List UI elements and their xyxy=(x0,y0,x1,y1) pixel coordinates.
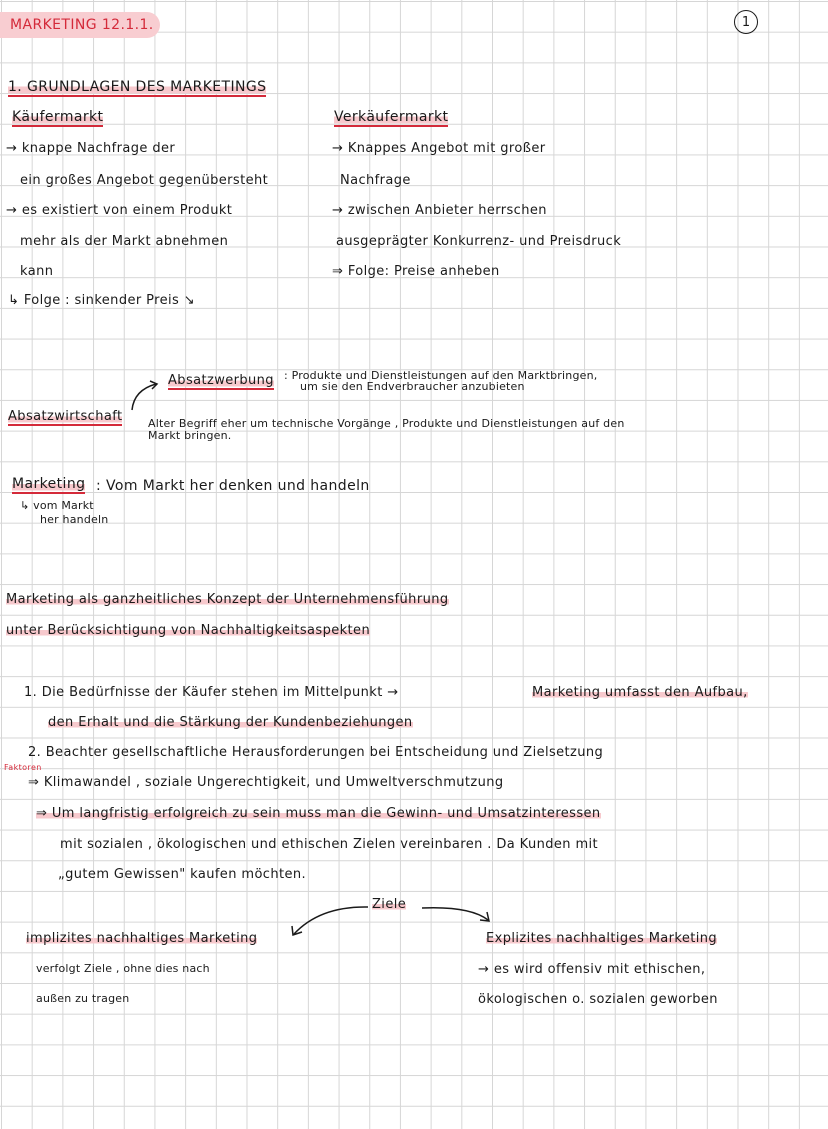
concept-line: unter Berücksichtigung von Nachhaltigkeitsaspekten xyxy=(6,623,371,638)
kaeufermarkt-line: → knappe Nachfrage der xyxy=(6,141,176,156)
kaeufermarkt-title: Käufermarkt xyxy=(12,109,104,125)
marketing-sub-note: ↳ vom Markt xyxy=(20,499,94,512)
verkaeufermarkt-line: ausgeprägter Konkurrenz- und Preisdruck xyxy=(336,234,622,249)
point-3-cont: mit sozialen , ökologischen und ethischen Zielen vereinbaren . Da Kunden mit xyxy=(60,837,599,852)
page-number-badge: 1 xyxy=(734,10,758,34)
marketing-term: Marketing xyxy=(12,476,86,492)
ziele-label: Ziele xyxy=(372,897,407,912)
point-1-highlight: Marketing umfasst den Aufbau, xyxy=(532,685,748,700)
implicit-marketing-line: außen zu tragen xyxy=(36,992,130,1005)
verkaeufermarkt-title: Verkäufermarkt xyxy=(334,109,449,125)
point-1-cont: den Erhalt und die Stärkung der Kundenbeziehungen xyxy=(48,715,413,730)
absatzwirtschaft-definition-cont: Markt bringen. xyxy=(148,429,232,442)
explicit-marketing-line: → es wird offensiv mit ethischen, xyxy=(478,962,706,977)
margin-note: Faktoren xyxy=(4,763,42,772)
section-heading: 1. GRUNDLAGEN DES MARKETINGS xyxy=(8,79,267,95)
absatzwirtschaft-term: Absatzwirtschaft xyxy=(8,409,123,424)
explicit-marketing-line: ökologischen o. sozialen geworben xyxy=(478,992,718,1007)
curved-arrow-icon xyxy=(126,378,166,414)
implicit-marketing-line: verfolgt Ziele , ohne dies nach xyxy=(36,962,210,975)
absatzwerbung-definition: : Produkte und Dienstleistungen auf den Marktbringen, xyxy=(284,369,598,382)
kaeufermarkt-line: mehr als der Markt abnehmen xyxy=(20,234,229,249)
marketing-sub-note-cont: her handeln xyxy=(40,513,109,526)
kaeufermarkt-line: ↳ Folge : sinkender Preis ↘ xyxy=(8,293,196,308)
branch-arrows-icon xyxy=(280,898,500,938)
marketing-definition: : Vom Markt her denken und handeln xyxy=(96,478,370,494)
verkaeufermarkt-line: ⇒ Folge: Preise anheben xyxy=(332,264,500,279)
absatzwirtschaft-definition: Alter Begriff eher um technische Vorgänge , Produkte und Dienstleistungen auf den xyxy=(148,417,625,430)
point-1: 1. Die Bedürfnisse der Käufer stehen im Mittelpunkt → xyxy=(24,685,399,700)
kaeufermarkt-line: ein großes Angebot gegenübersteht xyxy=(20,173,269,188)
explicit-marketing-title: Explizites nachhaltiges Marketing xyxy=(486,931,718,946)
verkaeufermarkt-line: → zwischen Anbieter herrschen xyxy=(332,203,547,218)
absatzwerbung-term: Absatzwerbung xyxy=(168,373,274,388)
absatzwerbung-definition-cont: um sie den Endverbraucher anzubieten xyxy=(300,380,525,393)
verkaeufermarkt-line: Nachfrage xyxy=(340,173,411,188)
point-3-cont: „gutem Gewissen" kaufen möchten. xyxy=(58,867,307,882)
point-2: 2. Beachter gesellschaftliche Herausforderungen bei Entscheidung und Zielsetzung xyxy=(28,745,604,760)
concept-line: Marketing als ganzheitliches Konzept der Unternehmensführung xyxy=(6,592,449,607)
page-title: MARKETING 12.1.1. xyxy=(10,17,154,33)
implicit-marketing-title: implizites nachhaltiges Marketing xyxy=(26,931,258,946)
kaeufermarkt-line: → es existiert von einem Produkt xyxy=(6,203,233,218)
point-3: ⇒ Um langfristig erfolgreich zu sein muss man die Gewinn- und Umsatzinteressen xyxy=(36,806,601,821)
point-2-cont: ⇒ Klimawandel , soziale Ungerechtigkeit, und Umweltverschmutzung xyxy=(28,775,504,790)
kaeufermarkt-line: kann xyxy=(20,264,54,279)
verkaeufermarkt-line: → Knappes Angebot mit großer xyxy=(332,141,546,156)
